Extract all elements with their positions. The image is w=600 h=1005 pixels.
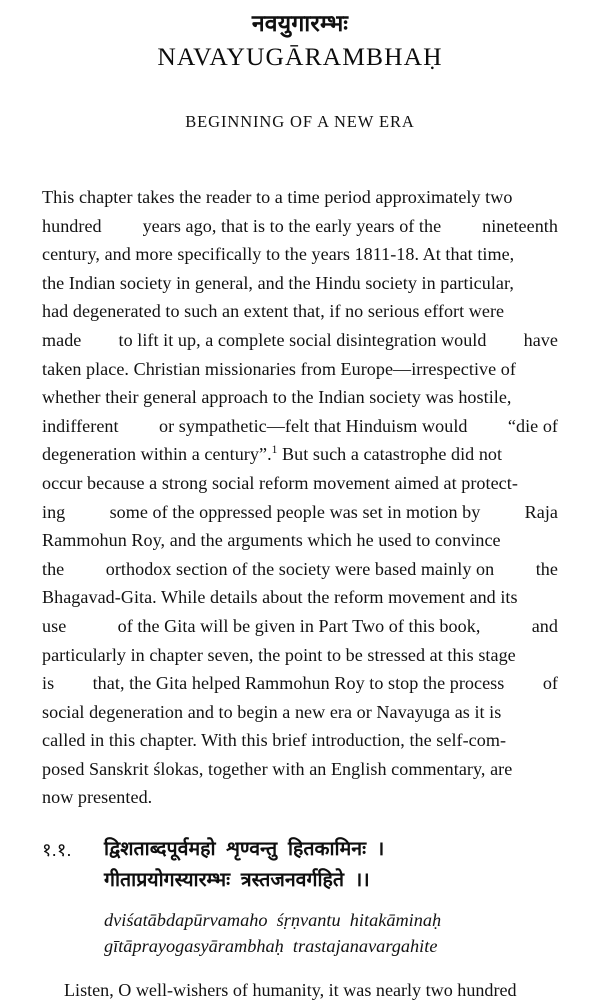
body-line xyxy=(42,612,558,641)
body-line: particularly in chapter seven, the point to be stressed at this stage xyxy=(42,644,516,665)
body-line: had degenerated to such an extent that, if no serious effort were xyxy=(42,301,505,322)
body-line-segment: that, the Gita helped Rammohun Roy to stop the process xyxy=(92,673,505,694)
verse-transliteration-line-1: dviśatābdapūrvamaho śṛṇvantu hitakāminaḥ xyxy=(104,910,442,931)
body-line-segment: Raja xyxy=(524,501,558,522)
body-line-segment: some of the oppressed people was set in motion by xyxy=(109,501,481,522)
verse-devanagari-line-1: द्विशताब्दपूर्वमहो शृण्वन्तु हितकामिनः । xyxy=(104,838,385,861)
body-line: now presented. xyxy=(42,787,153,808)
body-line: occur because a strong social reform movement aimed at protect- xyxy=(42,472,518,493)
body-line: whether their general approach to the Indian society was hostile, xyxy=(42,387,512,408)
verse-row xyxy=(42,834,558,896)
verse-number: १.१. xyxy=(42,839,72,861)
body-line: Rammohun Roy, and the arguments which he used to convince xyxy=(42,530,501,551)
body-line-with-footnote xyxy=(42,440,558,469)
chapter-heading-devanagari: नवयुगारम्भः xyxy=(251,10,349,36)
body-line: Bhagavad-Gita. While details about the reform movement and its xyxy=(42,587,518,608)
chapter-heading-roman: NAVAYUGĀRAMBHAḤ xyxy=(157,42,443,71)
verse-devanagari-line-2: गीताप्रयोगस्यारम्भः त्रस्तजनवर्गहिते ।। xyxy=(104,869,370,892)
body-line xyxy=(42,412,558,441)
body-line-segment: “die of xyxy=(507,415,558,436)
body-line xyxy=(42,498,558,527)
body-line: social degeneration and to begin a new era or Navayuga as it is xyxy=(42,701,502,722)
body-line-segment: indifferent xyxy=(42,415,119,436)
body-line-segment: of the Gita will be given in Part Two of this book, xyxy=(117,615,481,636)
body-line-segment: But such a catastrophe did not xyxy=(277,444,503,465)
body-line-segment: of xyxy=(542,673,558,694)
body-line-segment: and xyxy=(531,615,558,636)
body-line: This chapter takes the reader to a time period approximately two xyxy=(42,187,513,207)
body-line: called in this chapter. With this brief introduction, the self-com- xyxy=(42,730,507,751)
verse-transliteration-line-2: gītāprayogasyārambhaḥ trastajanavargahite xyxy=(104,936,438,957)
body-line-segment: the xyxy=(42,558,65,579)
body-line-segment: use xyxy=(42,615,67,636)
body-line-segment: to lift it up, a complete social disintegration would xyxy=(118,329,487,350)
body-line xyxy=(42,555,558,584)
footnote-marker: 1 xyxy=(271,444,278,457)
body-line: taken place. Christian missionaries from Europe—irrespective of xyxy=(42,358,516,379)
chapter-subtitle: BEGINNING OF A NEW ERA xyxy=(185,112,415,131)
verse-devanagari-lines xyxy=(104,834,558,896)
body-line: century, and more specifically to the years 1811-18. At that time, xyxy=(42,244,515,265)
body-line xyxy=(42,326,558,355)
commentary-paragraph xyxy=(42,959,558,1005)
body-line: posed Sanskrit ślokas, together with an English commentary, are xyxy=(42,758,513,779)
body-line-segment: orthodox section of the society were based mainly on xyxy=(105,558,495,579)
verse-block xyxy=(42,812,558,959)
body-line-segment: ing xyxy=(42,501,66,522)
body-line-segment: years ago, that is to the early years of the xyxy=(142,215,442,236)
body-line-segment: the xyxy=(535,558,558,579)
body-line-segment: made xyxy=(42,329,82,350)
body-line-segment: is xyxy=(42,673,55,694)
body-line-segment: nineteenth xyxy=(482,215,558,236)
body-line-segment: hundred xyxy=(42,215,102,236)
body-line xyxy=(42,212,558,241)
body-line xyxy=(42,669,558,698)
chapter-heading-block xyxy=(0,0,600,133)
body-line-segment: or sympathetic—felt that Hinduism would xyxy=(159,415,468,436)
commentary-line: Listen, O well-wishers of humanity, it was nearly two hundred xyxy=(64,980,517,1001)
body-line: the Indian society in general, and the Hindu society in particular, xyxy=(42,272,514,293)
body-paragraph xyxy=(42,133,558,812)
body-line-segment: degeneration within a century”. xyxy=(42,444,272,465)
body-line-segment: have xyxy=(523,329,558,350)
verse-transliteration xyxy=(42,896,558,959)
